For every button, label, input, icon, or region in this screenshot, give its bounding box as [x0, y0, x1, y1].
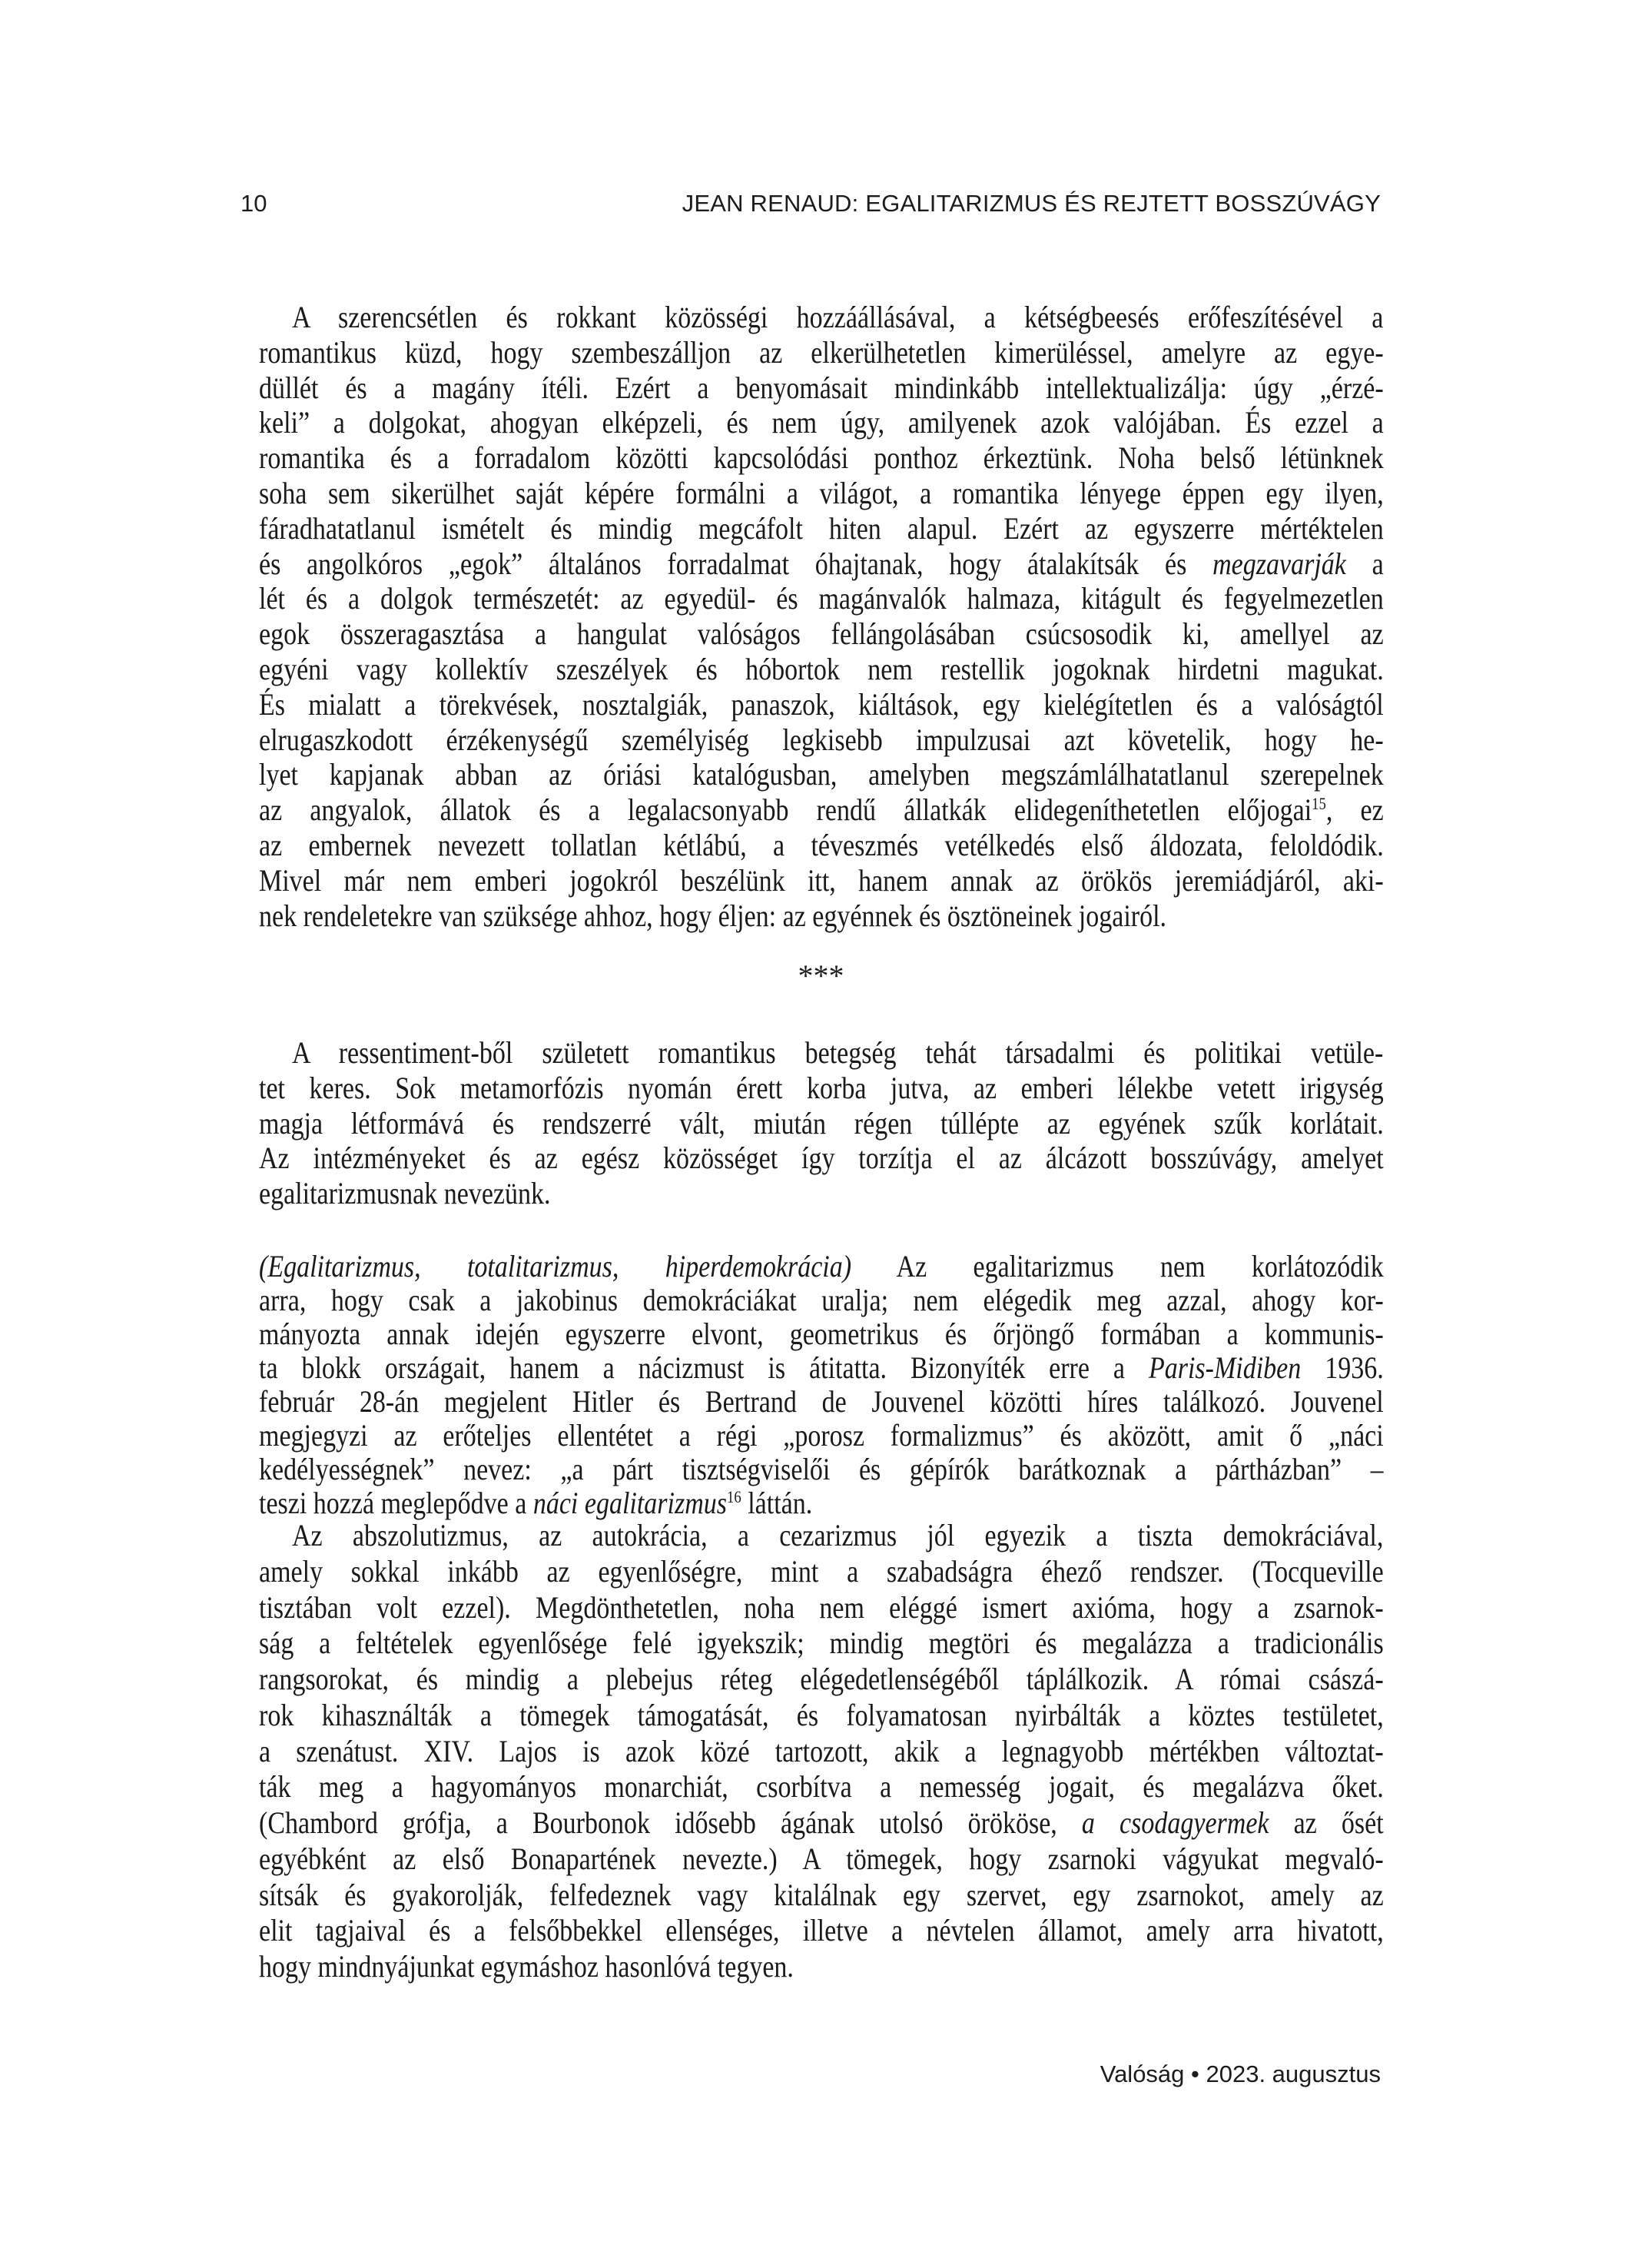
text-run: A szerencsétlen és rokkant közösségi hozzáállásával, a kétségbeesés erőfeszítésével a [292, 300, 1384, 334]
text-run: Mivel már nem emberi jogokról beszélünk itt, hanem annak az örökös jeremiádjáról, aki- [259, 862, 1384, 898]
text-run: lét és a dolgok természetét: az egyedül- és magánvalók halmaza, kitágult és fegyelmezetlen [259, 581, 1384, 616]
text-run: düllét és a magány ítéli. Ezért a benyomásait mindinkább intellektualizálja: úgy „érzé- [259, 370, 1384, 405]
text-run: És mialatt a törekvések, nosztalgiák, panaszok, kiáltások, egy kielégítetlen és a valóságtól [259, 686, 1384, 722]
text-run: sítsák és gyakorolják, felfedeznek vagy kitalálnak egy szervet, egy zsarnokot, amely az [259, 1877, 1384, 1912]
text-line [259, 1590, 1384, 1625]
text-line [292, 300, 1383, 335]
text-run: rok kihasználták a tömegek támogatását, és folyamatosan nyirbálták a köztes testületet, [259, 1697, 1384, 1732]
italic-text: Paris-Midiben [1148, 1350, 1302, 1385]
text-line [259, 1106, 1384, 1141]
text-line [259, 722, 1384, 758]
text-run: soha sem sikerülhet saját képére formálni a világot, a romantika lényege éppen egy ilyen, [259, 476, 1384, 510]
page-number: 10 [240, 190, 267, 217]
text-line [259, 546, 1384, 582]
text-run: ták meg a hagyományos monarchiát, csorbítva a nemesség jogait, és megalázva őket. [259, 1769, 1384, 1805]
text-run: , ez [1325, 792, 1384, 828]
text-line [259, 1384, 1384, 1420]
text-run: keli” a dolgokat, ahogyan elképzeli, és nem úgy, amilyenek azok valójában. És ezzel a [259, 405, 1384, 440]
text-run: Az abszolutizmus, az autokrácia, a cezarizmus jól egyezik a tiszta demokráciával, [292, 1518, 1384, 1552]
text-run: egalitarizmusnak nevezünk. [259, 1176, 551, 1211]
text-line [259, 1769, 1384, 1805]
text-line [259, 828, 1384, 863]
text-run: egok összeragasztása a hangulat valóságos fellángolásában csúcsosodik ki, amellyel az [259, 616, 1384, 652]
text-run: 1936. [1301, 1350, 1384, 1385]
text-line [259, 370, 1384, 406]
italic-text: a csodagyermek [1081, 1805, 1269, 1840]
text-run: A ressentiment-ből született romantikus betegség tehát társadalmi és politikai vetüle- [292, 1035, 1384, 1070]
text-line [259, 581, 1384, 616]
text-line [259, 1452, 1384, 1487]
text-run: a szenátust. XIV. Lajos is azok közé tartozott, akik a legnagyobb mértékben változtat- [259, 1733, 1384, 1768]
text-run: február 28-án megjelent Hitler és Bertrand de Jouvenel közötti híres találkozó. Jouvenel [259, 1384, 1384, 1419]
text-line [259, 476, 1384, 511]
text-line [259, 1625, 1384, 1661]
text-run: ta blokk országait, hanem a nácizmust is átitatta. Bizonyíték erre a [259, 1350, 1149, 1385]
text-run: egyébként az első Bonapartének nevezte.) A tömegek, hogy zsarnoki vágyukat megvaló- [259, 1841, 1384, 1876]
text-line [259, 687, 1384, 722]
text-run: teszi hozzá meglepődve a [259, 1486, 533, 1520]
text-run: láttán. [741, 1486, 813, 1520]
text-line [259, 1418, 1384, 1453]
text-line [292, 1035, 1383, 1071]
text-line [259, 1486, 1384, 1521]
section-separator: *** [798, 958, 844, 993]
text-run: nek rendeletekre van szüksége ahhoz, hogy éljen: az egyénnek és ösztöneinek jogairól. [259, 898, 1167, 933]
text-run: amely sokkal inkább az egyenlőségre, mint a szabadságra éhező rendszer. (Tocqueville [259, 1553, 1384, 1589]
text-line [259, 757, 1384, 792]
text-run: magja létformává és rendszerré vált, miután régen túllépte az egyének szűk korlátait. [259, 1105, 1384, 1141]
text-run: kedélyességnek” nevez: „a párt tisztségviselői és gépírók barátkoznak a pártházban” – [259, 1452, 1384, 1486]
text-run: Az egalitarizmus nem korlátozódik [851, 1249, 1384, 1283]
text-run: az ősét [1269, 1805, 1384, 1840]
text-line [259, 1734, 1384, 1769]
text-run: romantika és a forradalom közötti kapcsolódási ponthoz érkeztünk. Noha belső létünknek [259, 440, 1384, 476]
text-line [259, 1662, 1384, 1697]
text-line [259, 792, 1384, 828]
text-run: mányozta annak idején egyszerre elvont, geometrikus és őrjöngő formában a kommunis- [259, 1317, 1384, 1351]
text-run: hogy mindnyájunkat egymáshoz hasonlóvá tegyen. [259, 1949, 794, 1984]
text-run: romantikus küzd, hogy szembeszálljon az elkerülhetetlen kimerüléssel, amelyre az egye- [259, 334, 1384, 370]
text-line [259, 511, 1384, 546]
text-run: az embernek nevezett tollatlan kétlábú, a téveszmés vetélkedés első áldozata, feloldódik. [259, 828, 1384, 862]
text-run: (Chambord grófja, a Bourbonok idősebb ágának utolsó örököse, [259, 1805, 1082, 1840]
text-line [259, 1249, 1384, 1284]
text-line [259, 1554, 1384, 1589]
text-line [259, 652, 1384, 687]
text-run: elrugaszkodott érzékenységű személyiség legkisebb impulzusai azt követelik, hogy he- [259, 722, 1384, 757]
text-line [259, 1805, 1384, 1841]
text-line [259, 1176, 1384, 1211]
footnote-ref[interactable]: 15 [1312, 794, 1326, 814]
text-line [259, 1071, 1384, 1106]
text-line [259, 898, 1384, 934]
footnote-ref[interactable]: 16 [727, 1487, 741, 1506]
text-line [259, 405, 1384, 440]
text-line [259, 1141, 1384, 1176]
italic-text: náci egalitarizmus [532, 1486, 728, 1520]
text-run: a [1345, 546, 1384, 581]
text-line [259, 1841, 1384, 1877]
text-line [259, 335, 1384, 370]
text-line [292, 1518, 1383, 1553]
text-line [259, 616, 1384, 652]
text-line [259, 1949, 1384, 1984]
text-run: tet keres. Sok metamorfózis nyomán érett korba jutva, az emberi lélekbe vetett irigység [259, 1070, 1384, 1105]
text-run: arra, hogy csak a jakobinus demokráciákat uralja; nem elégedik meg azzal, ahogy kor- [259, 1283, 1384, 1317]
italic-text: megzavarják [1212, 546, 1346, 581]
text-run: megjegyzi az erőteljes ellentétet a régi „porosz formalizmus” és aközött, amit ő „náci [259, 1418, 1384, 1453]
italic-text: (Egalitarizmus, totalitarizmus, hiperdemokrácia) [259, 1249, 852, 1283]
text-line [259, 440, 1384, 476]
text-run: rangsorokat, és mindig a plebejus réteg elégedetlenségéből táplálkozik. A római császá- [259, 1662, 1384, 1696]
text-run: és angolkóros „egok” általános forradalmat óhajtanak, hogy átalakítsák és [259, 546, 1213, 581]
text-run: az angyalok, állatok és a legalacsonyabb rendű állatkák elidegeníthetetlen előjogai [259, 792, 1312, 828]
text-line [259, 1350, 1384, 1386]
text-run: elit tagjaival és a felsőbbekkel ellenséges, illetve a névtelen államot, amely arra hivatott, [259, 1913, 1384, 1948]
text-line [259, 1878, 1384, 1913]
text-run: lyet kapjanak abban az óriási katalógusban, amelyben megszámlálhatatlanul szerepelnek [259, 757, 1384, 792]
journal-footer: Valóság • 2023. augusztus [1100, 2060, 1381, 2087]
text-line [259, 1317, 1384, 1352]
text-run: ság a feltételek egyenlősége felé igyekszik; mindig megtöri és megalázza a tradicionális [259, 1625, 1384, 1661]
text-line [259, 863, 1384, 898]
text-run: fáradhatatlanul ismételt és mindig megcáfolt hiten alapul. Ezért az egyszerre mértéktelen [259, 510, 1384, 546]
text-line [259, 1913, 1384, 1948]
text-line [259, 1698, 1384, 1733]
text-run: tisztában volt ezzel). Megdönthetetlen, noha nem eléggé ismert axióma, hogy a zsarnok- [259, 1589, 1384, 1625]
text-run: Az intézményeket és az egész közösséget így torzítja el az álcázott bosszúvágy, amelyet [259, 1141, 1384, 1176]
text-run: egyéni vagy kollektív szeszélyek és hóbortok nem restellik jogoknak hirdetni magukat. [259, 652, 1384, 686]
running-title: JEAN RENAUD: EGALITARIZMUS ÉS REJTETT BOSSZÚVÁGY [682, 190, 1381, 217]
text-line [259, 1283, 1384, 1318]
